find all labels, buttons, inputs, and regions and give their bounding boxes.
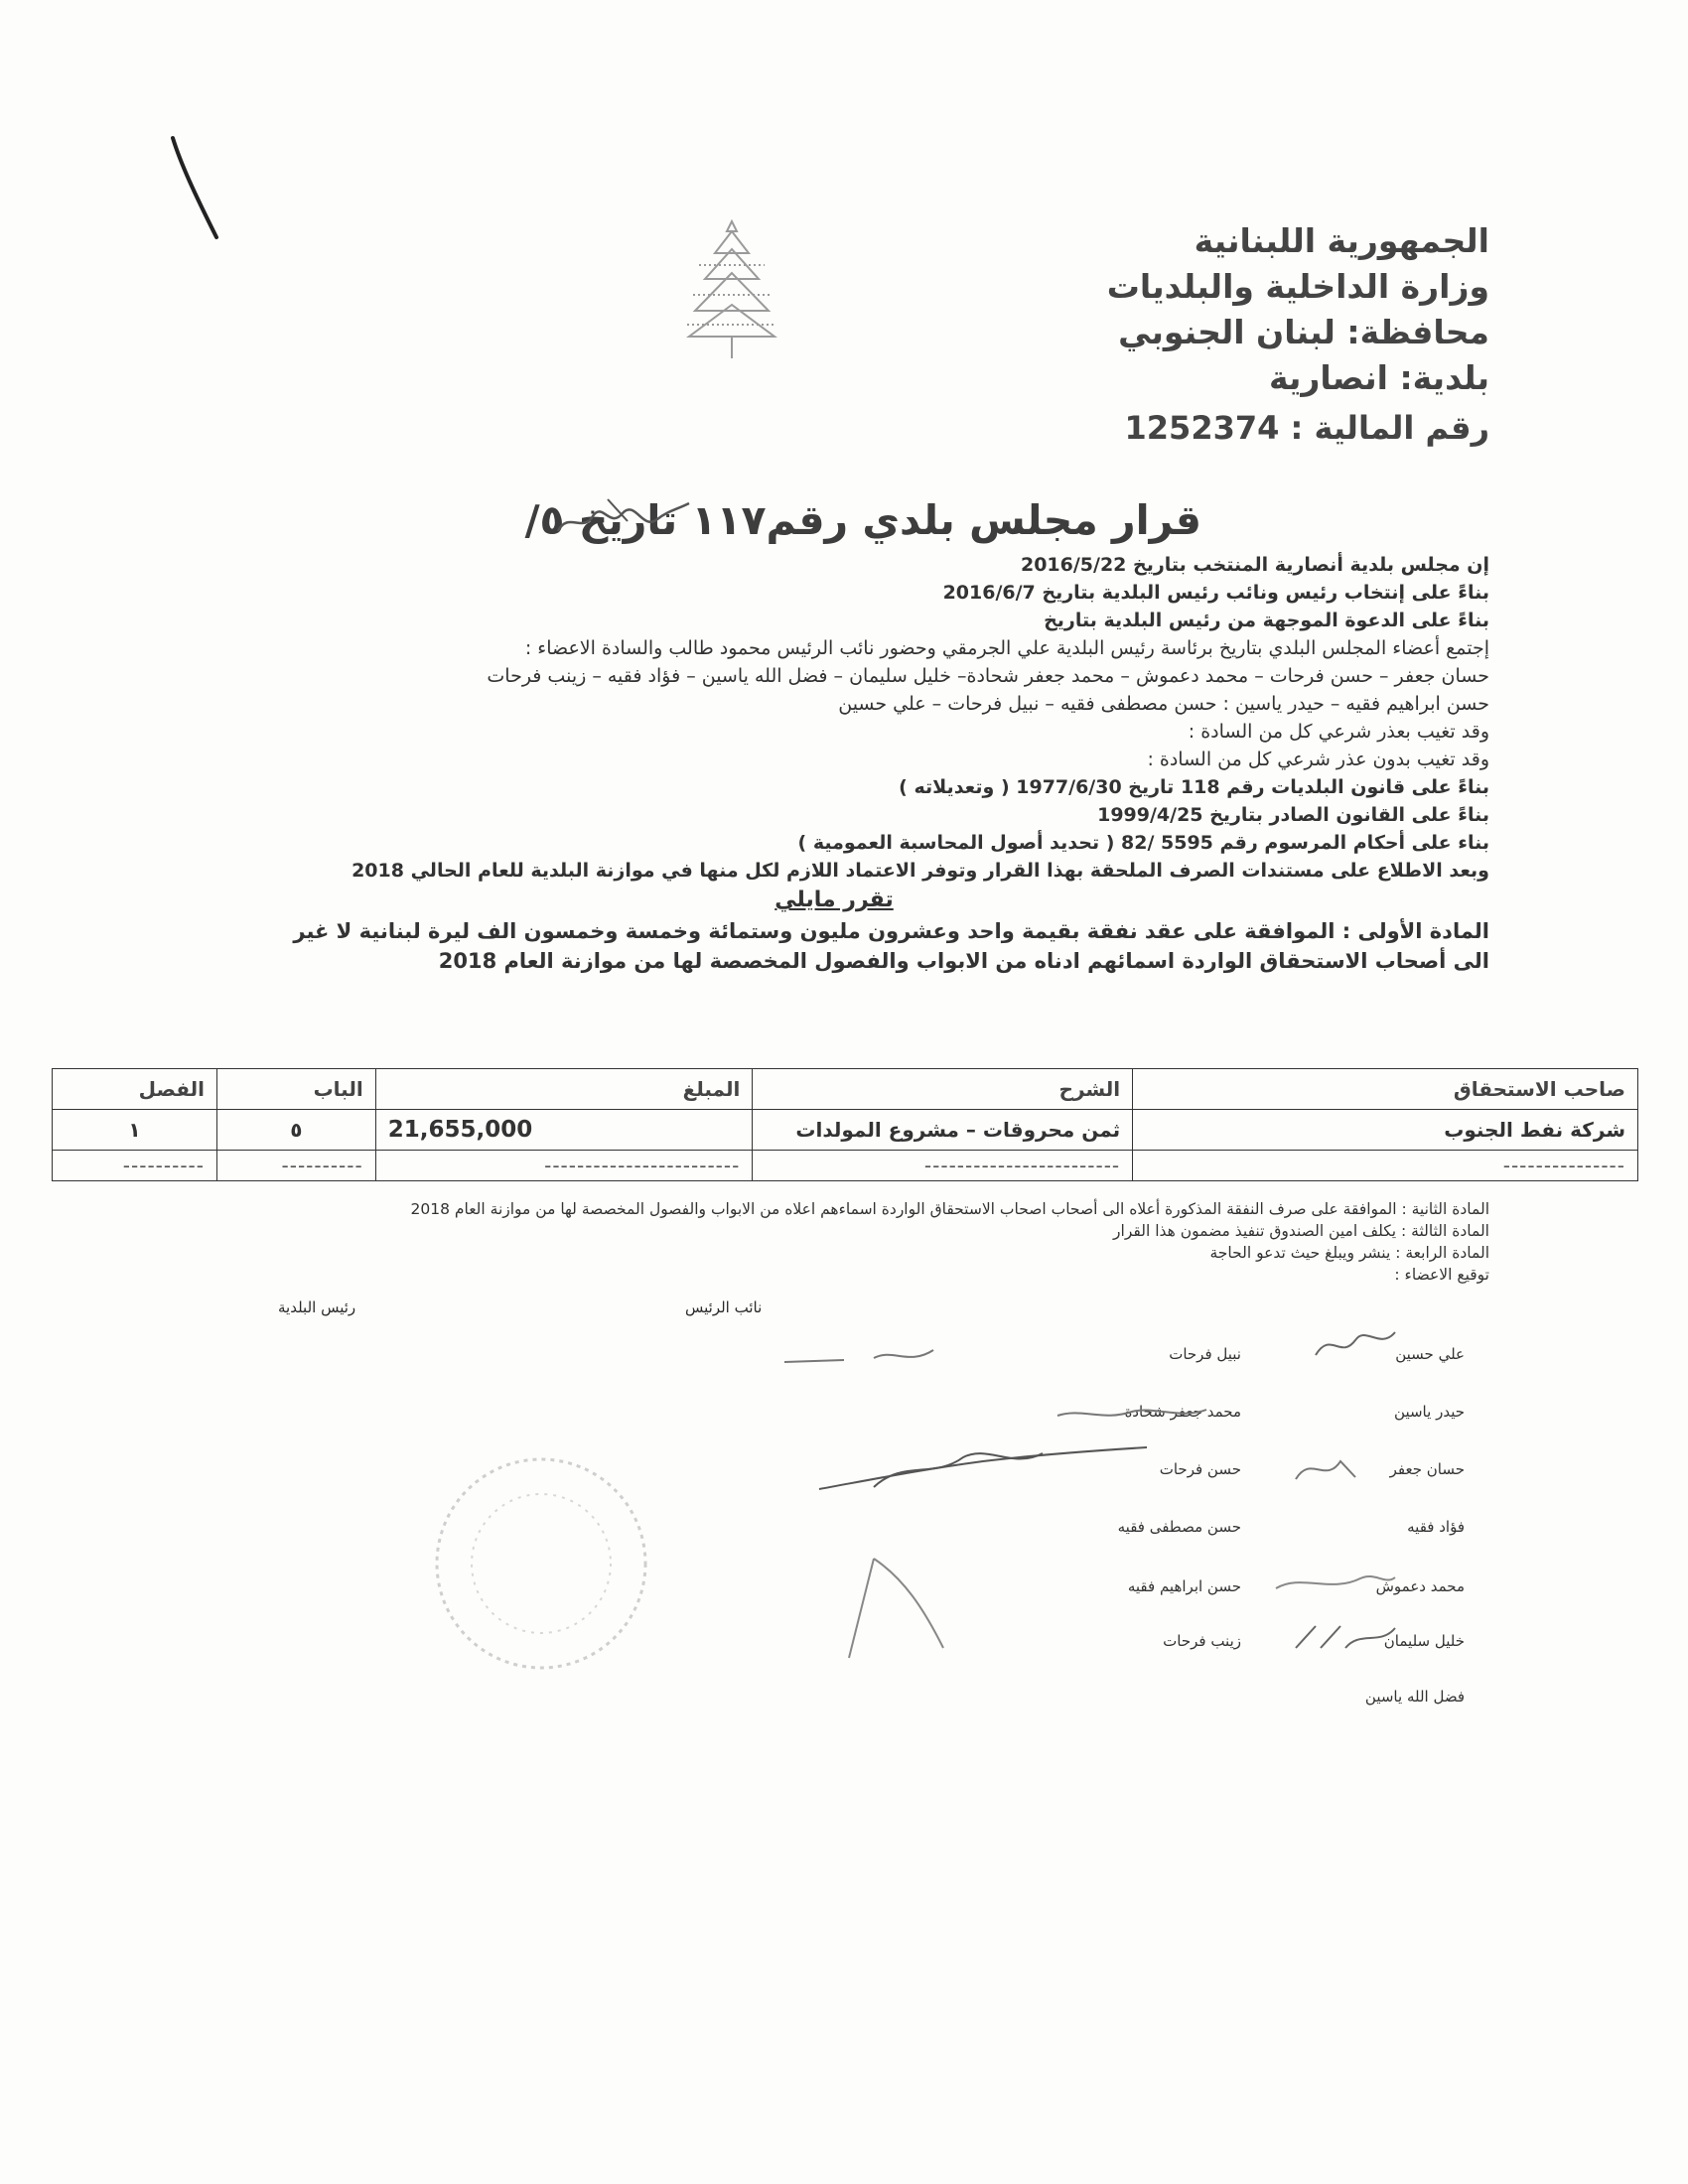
official-stamp — [427, 1449, 655, 1678]
signatory-name: فؤاد فقيه — [1407, 1518, 1465, 1536]
body-line: حسان جعفر – حسن فرحات – محمد دعموش – محمد جعفر شحادة– خليل سليمان – فضل الله ياسين – فؤاد فقيه – زينب فرحات — [487, 665, 1489, 687]
chair-label: رئيس البلدية — [278, 1298, 356, 1316]
decision-heading: تقرر مايلي — [774, 887, 894, 912]
signature-mark — [784, 1340, 943, 1370]
description-cell: ثمن محروقات – مشروع المولدات — [753, 1110, 1133, 1151]
signature-mark — [834, 1549, 953, 1668]
dash-cell: ------------------------ — [375, 1151, 753, 1181]
handwritten-mark — [167, 134, 226, 243]
signatory-name: حسان جعفر — [1389, 1460, 1465, 1478]
ministry-name: وزارة الداخلية والبلديات — [1106, 267, 1489, 306]
signatory-name: نبيل فرحات — [1169, 1345, 1241, 1363]
signatory-name: حسن ابراهيم فقيه — [1127, 1577, 1241, 1595]
deputy-label: نائب الرئيس — [685, 1298, 763, 1316]
body-line: بناءً على قانون البلديات رقم 118 تاريخ 1977/6/30 ( وتعديلاته ) — [899, 776, 1489, 798]
dash-cell: ---------- — [53, 1151, 217, 1181]
article-three: المادة الثالثة : يكلف امين الصندوق تنفيذ مضمون هذا القرار — [1113, 1222, 1489, 1240]
signature-mark — [814, 1439, 1152, 1509]
col-amount: المبلغ — [375, 1069, 753, 1110]
signatory-name: زينب فرحات — [1163, 1632, 1241, 1650]
signatory-name: محمد دعموش — [1375, 1577, 1465, 1595]
article-four: المادة الرابعة : ينشر ويبلغ حيث تدعو الحاجة — [1209, 1244, 1489, 1262]
amount-cell: 21,655,000 — [375, 1110, 753, 1151]
payee-cell: شركة نفط الجنوب — [1133, 1110, 1638, 1151]
signature-mark — [1291, 1618, 1400, 1658]
municipality-name: بلدية: انصارية — [1268, 358, 1489, 397]
handwritten-date — [548, 491, 697, 546]
body-line: إجتمع أعضاء المجلس البلدي بتاريخ برئاسة رئيس البلدية علي الجرمقي وحضور نائب الرئيس محمود طالب والسادة الاعضاء : — [524, 637, 1489, 659]
signatory-name: حسن مصطفى فقيه — [1117, 1518, 1241, 1536]
members-signature-label: توقيع الاعضاء : — [1394, 1266, 1489, 1284]
republic-name: الجمهورية اللبنانية — [1194, 221, 1489, 260]
signature-mark — [1271, 1564, 1400, 1603]
allotment-table — [52, 1068, 1638, 1181]
body-line: إن مجلس بلدية أنصارية المنتخب بتاريخ 2016/5/22 — [1020, 554, 1489, 576]
body-line: بناءً على القانون الصادر بتاريخ 1999/4/25 — [1097, 804, 1489, 826]
cedar-emblem-icon — [677, 213, 786, 362]
signatory-name: حيدر ياسين — [1394, 1403, 1465, 1421]
col-section: الفصل — [53, 1069, 217, 1110]
table-row — [53, 1151, 1638, 1181]
table-row — [53, 1110, 1638, 1151]
article-one: المادة الأولى : الموافقة على عقد نفقة بقيمة واحد وعشرون مليون وستمائة وخمسة وخمسون الف ليرة لبنانية لا غير — [293, 919, 1489, 943]
body-line: وبعد الاطلاع على مستندات الصرف الملحقة بهذا القرار وتوفر الاعتماد اللازم لكل منها في موازنة البلدية للعام الحالي 2018 — [352, 860, 1489, 882]
table-header-row — [53, 1069, 1638, 1110]
dash-cell: ------------------------ — [753, 1151, 1133, 1181]
signatory-name: محمد جعفر شحادة — [1124, 1403, 1241, 1421]
signature-mark — [1053, 1398, 1211, 1428]
body-line: وقد تغيب بعذر شرعي كل من السادة : — [1188, 721, 1489, 743]
governorate-name: محافظة: لبنان الجنوبي — [1118, 313, 1489, 351]
dash-cell: --------------- — [1133, 1151, 1638, 1181]
signatory-name: خليل سليمان — [1383, 1632, 1465, 1650]
signatory-name: حسن فرحات — [1159, 1460, 1241, 1478]
body-line: بناءً على الدعوة الموجهة من رئيس البلدية بتاريخ — [1044, 610, 1489, 631]
finance-number: رقم المالية : 1252374 — [1124, 409, 1489, 447]
decision-title: قرار مجلس بلدي رقم١١٧ تاريخ ٥/ — [524, 496, 1201, 544]
signatory-name: علي حسين — [1395, 1345, 1465, 1363]
decision-body — [179, 551, 1489, 976]
section-cell: ١ — [53, 1110, 217, 1151]
body-line: بناءً على إنتخاب رئيس ونائب رئيس البلدية بتاريخ 2016/6/7 — [942, 582, 1489, 604]
body-line: وقد تغيب بدون عذر شرعي كل من السادة : — [1147, 749, 1489, 770]
signature-mark — [1291, 1449, 1360, 1489]
articles — [0, 1198, 1489, 1286]
signatory-name: فضل الله ياسين — [1364, 1688, 1465, 1706]
signature-mark — [1311, 1320, 1400, 1370]
col-description: الشرح — [753, 1069, 1133, 1110]
col-chapter: الباب — [216, 1069, 375, 1110]
body-line: بناء على أحكام المرسوم رقم 5595 /82 ( تحديد أصول المحاسبة العمومية ) — [797, 832, 1489, 854]
letterhead — [794, 218, 1489, 451]
col-payee: صاحب الاستحقاق — [1133, 1069, 1638, 1110]
dash-cell: ---------- — [216, 1151, 375, 1181]
article-one-cont: الى أصحاب الاستحقاق الواردة اسمائهم ادناه من الابواب والفصول المخصصة لها من موازنة العام 2018 — [438, 949, 1489, 973]
body-line: حسن ابراهيم فقيه – حيدر ياسين : حسن مصطفى فقيه – نبيل فرحات – علي حسين — [838, 693, 1489, 715]
chapter-cell: ٥ — [216, 1110, 375, 1151]
article-two: المادة الثانية : الموافقة على صرف النفقة المذكورة أعلاه الى أصحاب اصحاب الاستحقاق الواردة اسماءهم اعلاه من الابواب والفصول المخصصة لها من موازنة العام 2018 — [410, 1200, 1489, 1218]
